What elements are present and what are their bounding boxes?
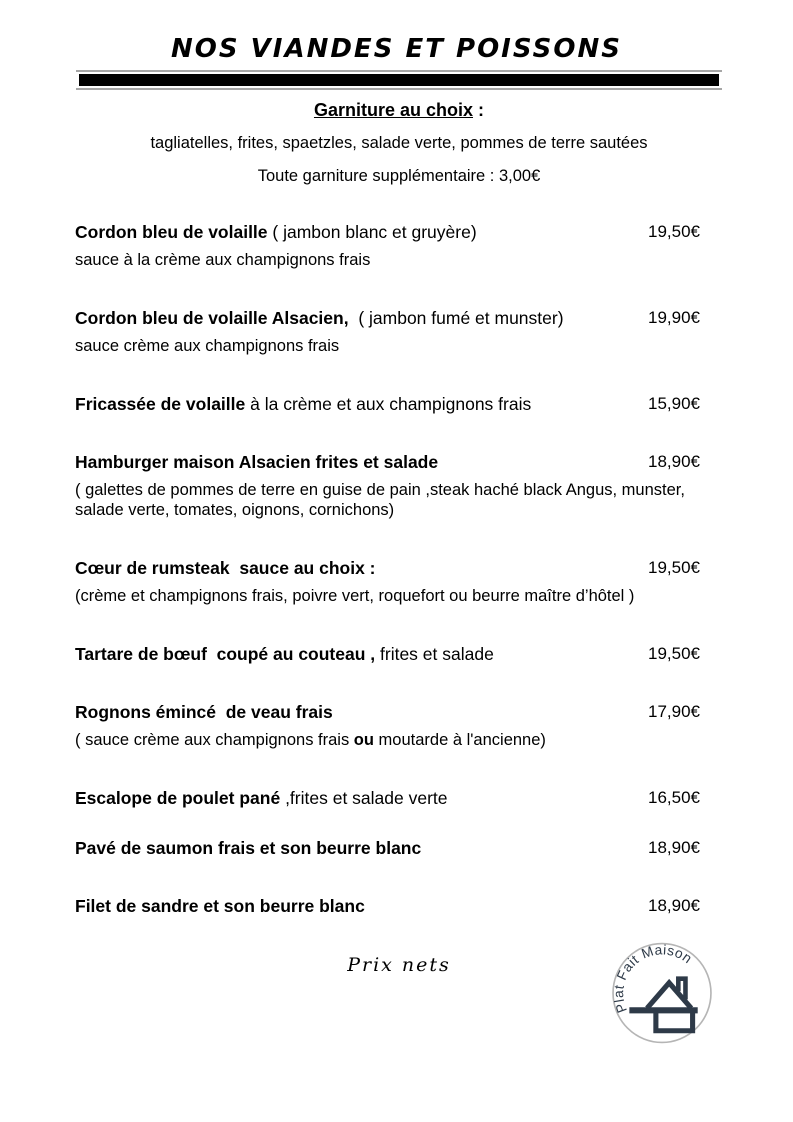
item-row xyxy=(75,222,700,242)
menu-item-cordon-bleu-alsacien xyxy=(75,308,700,356)
item-name-bold: Fricassée de volaille xyxy=(75,394,246,415)
item-price: 18,90€ xyxy=(648,896,700,916)
garniture-heading-colon: : xyxy=(473,100,485,121)
menu-item-saumon xyxy=(75,838,700,858)
item-name xyxy=(75,702,638,722)
item-description xyxy=(75,730,700,750)
item-description: sauce crème aux champignons frais xyxy=(75,337,340,356)
item-row xyxy=(75,308,700,328)
item-name-bold: Escalope de poulet pané xyxy=(75,788,281,809)
item-desc-post: moutarde à l'ancienne) xyxy=(373,731,546,750)
item-name-bold: Cordon bleu de volaille xyxy=(75,222,268,243)
item-name xyxy=(75,644,638,664)
menu-item-escalope xyxy=(75,788,700,808)
item-name xyxy=(75,452,638,472)
garniture-supplement: Toute garniture supplémentaire : 3,00€ xyxy=(257,167,541,186)
fait-maison-badge xyxy=(611,940,713,1046)
fait-maison-badge-svg xyxy=(611,940,713,1046)
item-row xyxy=(75,644,700,664)
item-name xyxy=(75,222,638,242)
item-name xyxy=(75,308,638,328)
item-name-rest: ,frites et salade verte xyxy=(280,788,448,809)
item-price: 17,90€ xyxy=(648,702,700,722)
item-row xyxy=(75,838,700,858)
item-name xyxy=(75,896,638,916)
item-name-rest: à la crème et aux champignons frais xyxy=(245,394,532,415)
menu-item-rumsteak xyxy=(75,558,700,606)
item-price: 19,50€ xyxy=(648,644,700,664)
item-name-bold: Cœur de rumsteak sauce au choix : xyxy=(75,558,376,579)
item-row xyxy=(75,394,700,414)
item-row xyxy=(75,702,700,722)
item-name-bold: Filet de sandre et son beurre blanc xyxy=(75,896,365,917)
divider-bar-fill xyxy=(79,74,719,86)
item-price: 18,90€ xyxy=(648,838,700,858)
item-name-rest: frites et salade xyxy=(375,644,494,665)
garniture-options: tagliatelles, frites, spaetzles, salade verte, pommes de terre sautées xyxy=(150,134,648,153)
item-name xyxy=(75,558,638,578)
item-price: 19,50€ xyxy=(648,222,700,242)
badge-label: Plat Fait Maison xyxy=(611,942,695,1015)
item-row xyxy=(75,452,700,472)
item-price: 16,50€ xyxy=(648,788,700,808)
prix-nets-note: Prix nets xyxy=(347,954,451,977)
item-description: ( galettes de pommes de terre en guise de pain ,steak haché black Angus, munster, salade verte, tomates, oignons, cornichons) xyxy=(75,481,690,520)
item-description: sauce à la crème aux champignons frais xyxy=(75,251,371,270)
menu-item-tartare xyxy=(75,644,700,664)
garniture-heading xyxy=(76,99,722,121)
page-title: NOS VIANDES ET POISSONS xyxy=(171,34,622,64)
menu-items-list xyxy=(75,222,700,916)
menu-item-rognons xyxy=(75,702,700,750)
menu-item-fricassee xyxy=(75,394,700,414)
divider-bar xyxy=(76,70,722,90)
garniture-heading-text: Garniture au choix xyxy=(313,100,474,121)
menu-item-cordon-bleu xyxy=(75,222,700,270)
item-price: 15,90€ xyxy=(648,394,700,414)
item-description: (crème et champignons frais, poivre vert, roquefort ou beurre maître d’hôtel ) xyxy=(75,587,635,606)
item-name-rest: ( jambon fumé et munster) xyxy=(348,308,564,329)
item-row xyxy=(75,558,700,578)
item-desc-pre: ( sauce crème aux champignons frais xyxy=(75,731,354,750)
item-row xyxy=(75,896,700,916)
menu-item-sandre xyxy=(75,896,700,916)
item-name xyxy=(75,394,638,414)
item-price: 18,90€ xyxy=(648,452,700,472)
menu-item-hamburger xyxy=(75,452,700,520)
item-name xyxy=(75,788,638,808)
item-name-bold: Tartare de bœuf coupé au couteau , xyxy=(75,644,376,665)
item-name-bold: Pavé de saumon frais et son beurre blanc xyxy=(75,838,422,859)
item-name-bold: Rognons émincé de veau frais xyxy=(75,702,333,723)
item-row xyxy=(75,788,700,808)
item-desc-bold: ou xyxy=(353,731,374,750)
item-name-bold: Hamburger maison Alsacien frites et salade xyxy=(75,452,439,473)
item-name xyxy=(75,838,638,858)
item-name-bold: Cordon bleu de volaille Alsacien, xyxy=(75,308,349,329)
item-price: 19,90€ xyxy=(648,308,700,328)
item-price: 19,50€ xyxy=(648,558,700,578)
garniture-section xyxy=(76,99,722,186)
item-name-rest: ( jambon blanc et gruyère) xyxy=(267,222,477,243)
